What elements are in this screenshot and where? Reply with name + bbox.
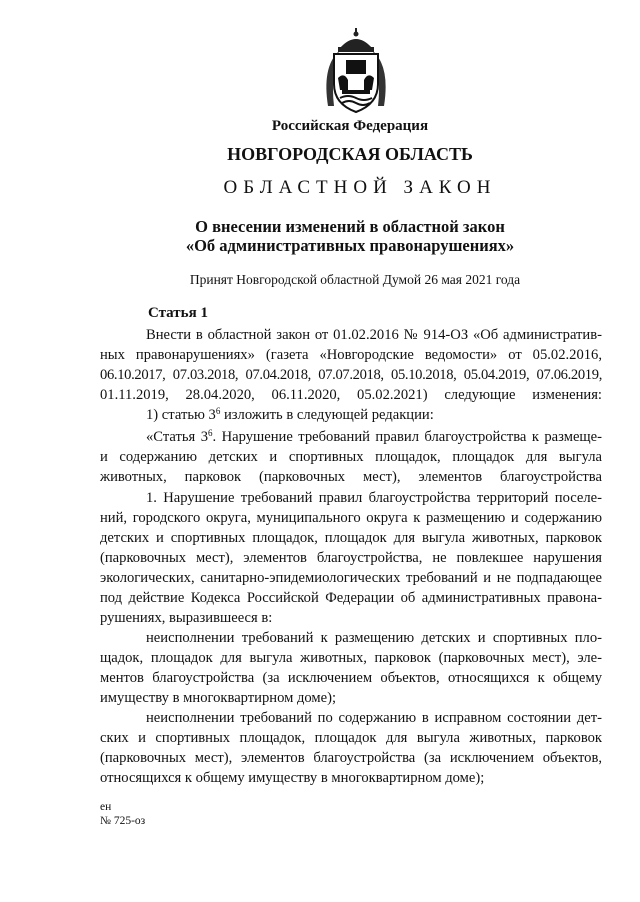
text-line: 01.11.2019, 28.04.2020, 06.11.2020, 05.02.2021) следующие изменения: (100, 387, 602, 403)
quote-prefix: «Статья 3 (146, 429, 208, 445)
article-heading: Статья 1 (148, 305, 208, 321)
text-line: Внести в областной закон от 01.02.2016 № 914-ОЗ «Об административ- (146, 327, 602, 343)
text-line-quote (146, 427, 602, 447)
region-name: НОВГОРОДСКАЯ ОБЛАСТЬ (227, 144, 473, 164)
footer-initials: ен (100, 801, 112, 813)
quote-superscript: 6 (208, 428, 213, 438)
text-line: и содержанию детских и спортивных площадок, площадок для выгула (100, 449, 602, 465)
text-line: 1. Нарушение требований правил благоустройства территорий поселе- (146, 490, 602, 506)
text-line: ментов благоустройства (за исключением объектов, относящихся к общему (100, 670, 602, 686)
item-1-superscript: 6 (215, 406, 221, 416)
text-line: детских и спортивных площадок, площадок для выгула животных, парковок (100, 530, 602, 546)
text-line: ний, городского округа, муниципального округа к размещению и содержанию (100, 510, 602, 526)
text-line: 06.10.2017, 07.03.2018, 07.04.2018, 07.07.2018, 05.10.2018, 05.04.2019, 07.06.2019, (100, 367, 602, 383)
footer-law-number: № 725-оз (100, 815, 146, 827)
text-line: имуществу в многоквартирном доме); (100, 690, 337, 706)
text-line: неисполнении требований к размещению детских и спортивных пло- (146, 630, 602, 646)
text-line: (парковочных мест), элементов благоустройства (за исключением объектов, (100, 750, 602, 766)
text-line: ских и спортивных площадок, площадок для выгула животных, парковок (100, 730, 602, 746)
document-type: ОБЛАСТНОЙ ЗАКОН (223, 177, 497, 198)
text-line: рушениях, выразившееся в: (100, 610, 273, 626)
country-name: Российская Федерация (271, 118, 429, 134)
text-line: ных правонарушениях» (газета «Новгородские ведомости» от 05.02.2016, (100, 347, 602, 363)
coat-of-arms-emblem (318, 28, 394, 114)
text-line-item-1 (146, 405, 602, 425)
item-1-prefix: 1) статью 3 (146, 407, 216, 423)
text-line: (парковочных мест), элементов благоустройства, не повлекшее нарушения (100, 550, 602, 566)
text-line: неисполнении требований по содержанию в исправном состоянии дет- (146, 710, 602, 726)
quote-suffix: . Нарушение требований правил благоустройства к размеще- (212, 429, 603, 445)
text-line: относящихся к общему имуществу в многоквартирном доме); (100, 770, 485, 786)
adoption-note: Принят Новгородской областной Думой 26 мая 2021 года (189, 272, 521, 287)
law-title-line-1: О внесении изменений в областной закон (195, 217, 505, 236)
law-title-line-2: «Об административных правонарушениях» (185, 236, 515, 255)
text-line: щадок, площадок для выгула животных, парковок (парковочных мест), эле- (100, 650, 602, 666)
text-line: под действие Кодекса Российской Федерации об административных правона- (100, 590, 602, 606)
text-line: животных, парковок (парковочных мест), элементов благоустройства (100, 469, 602, 485)
text-line: экологических, санитарно-эпидемиологических требований и не подпадающее (100, 570, 602, 586)
item-1-suffix: изложить в следующей редакции: (220, 407, 434, 423)
